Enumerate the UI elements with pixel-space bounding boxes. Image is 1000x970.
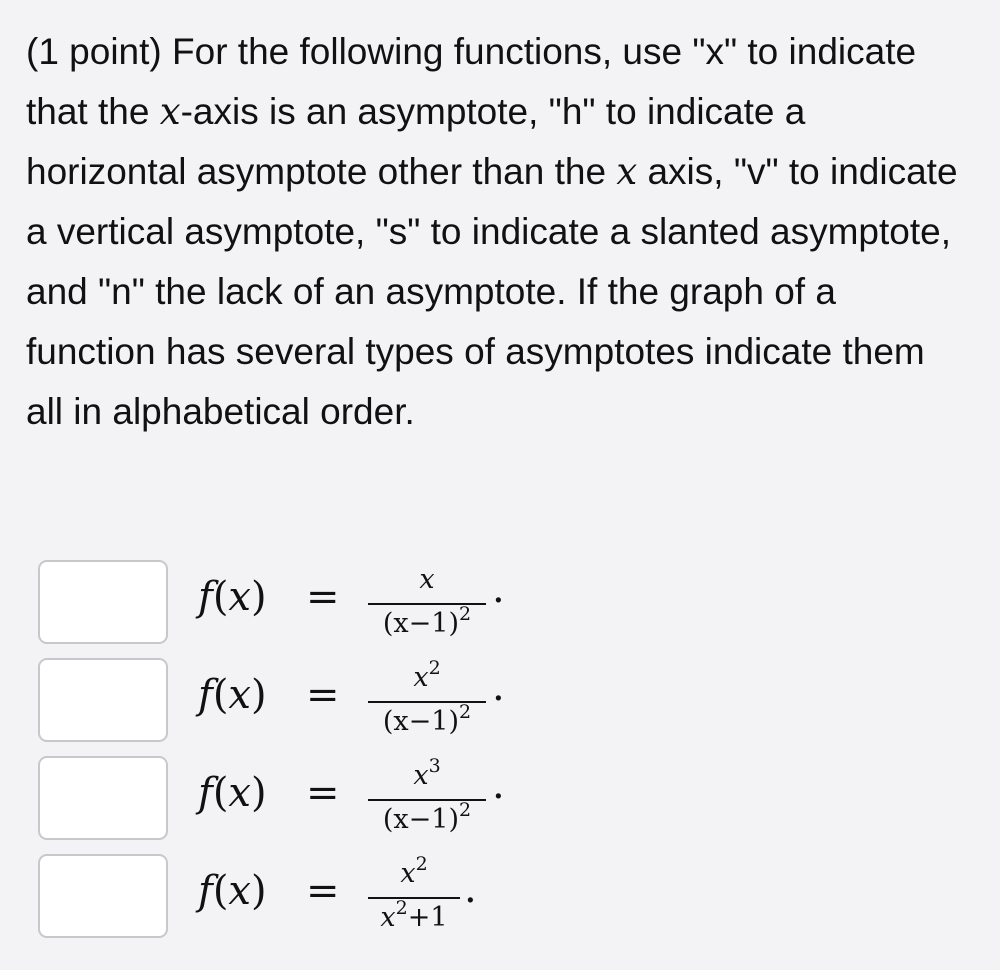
fraction-bar — [368, 897, 460, 899]
prompt-var-x-2: x — [616, 150, 638, 193]
problem-statement — [26, 22, 971, 442]
denominator-base: x — [380, 902, 396, 933]
numerator-exponent: 2 — [415, 853, 428, 875]
prompt-text-1: (1 point) For the following functions, use "x" to indicate that the — [26, 31, 917, 132]
period: . — [464, 866, 477, 912]
function-row-2 — [38, 658, 638, 746]
answer-input-2[interactable] — [38, 658, 168, 742]
function-arg: x — [228, 868, 251, 914]
fraction-4 — [368, 854, 460, 942]
numerator-var: x — [413, 662, 429, 693]
function-name: f — [198, 770, 213, 816]
fraction-3 — [368, 756, 486, 844]
period: . — [492, 664, 505, 710]
denominator-tail: +1 — [407, 902, 448, 933]
period: . — [492, 566, 505, 612]
denominator — [368, 603, 486, 639]
fraction-2 — [368, 658, 486, 746]
function-lhs-3 — [198, 770, 267, 816]
function-name: f — [198, 672, 213, 718]
open-paren: ( — [212, 868, 229, 914]
answer-input-1[interactable] — [38, 560, 168, 644]
numerator-var: x — [400, 858, 416, 889]
function-lhs-2 — [198, 672, 267, 718]
numerator — [368, 564, 486, 595]
numerator-var: x — [419, 564, 435, 595]
fraction-1 — [368, 560, 486, 648]
numerator — [368, 853, 460, 889]
denominator — [368, 799, 486, 835]
equals-sign: = — [306, 574, 340, 620]
function-lhs-4 — [198, 868, 267, 914]
function-arg: x — [228, 770, 251, 816]
function-row-1 — [38, 560, 638, 648]
open-paren: ( — [212, 770, 229, 816]
function-row-4 — [38, 854, 638, 942]
close-paren: ) — [250, 672, 267, 718]
denominator-base: (x−1) — [382, 706, 459, 737]
function-lhs-1 — [198, 574, 267, 620]
equals-sign: = — [306, 770, 340, 816]
denominator — [368, 897, 460, 933]
denominator-exponent: 2 — [459, 799, 472, 821]
prompt-var-x-1: x — [159, 90, 181, 133]
close-paren: ) — [250, 574, 267, 620]
answer-input-4[interactable] — [38, 854, 168, 938]
function-name: f — [198, 868, 213, 914]
function-arg: x — [228, 574, 251, 620]
denominator-base: (x−1) — [382, 804, 459, 835]
denominator-exponent: 2 — [395, 897, 408, 919]
numerator-exponent: 2 — [428, 657, 441, 679]
open-paren: ( — [212, 672, 229, 718]
answer-input-3[interactable] — [38, 756, 168, 840]
open-paren: ( — [212, 574, 229, 620]
denominator — [368, 701, 486, 737]
close-paren: ) — [250, 868, 267, 914]
denominator-exponent: 2 — [459, 603, 472, 625]
prompt-text-3: axis, "v" to indicate a vertical asymptote, "s" to indicate a slanted asymptote, and "n" the lack of an asymptote. If the graph of a function has several types of asymptotes indicate them all in alphabetical order. — [26, 151, 958, 432]
numerator — [368, 755, 486, 791]
close-paren: ) — [250, 770, 267, 816]
equals-sign: = — [306, 672, 340, 718]
numerator — [368, 657, 486, 693]
function-arg: x — [228, 672, 251, 718]
numerator-var: x — [413, 760, 429, 791]
denominator-base: (x−1) — [382, 608, 459, 639]
denominator-exponent: 2 — [459, 701, 472, 723]
equals-sign: = — [306, 868, 340, 914]
prompt-text-2: -axis is an asymptote, "h" to indicate a horizontal asymptote other than the — [26, 91, 806, 192]
period: . — [492, 762, 505, 808]
numerator-exponent: 3 — [428, 755, 441, 777]
function-name: f — [198, 574, 213, 620]
function-row-3 — [38, 756, 638, 844]
